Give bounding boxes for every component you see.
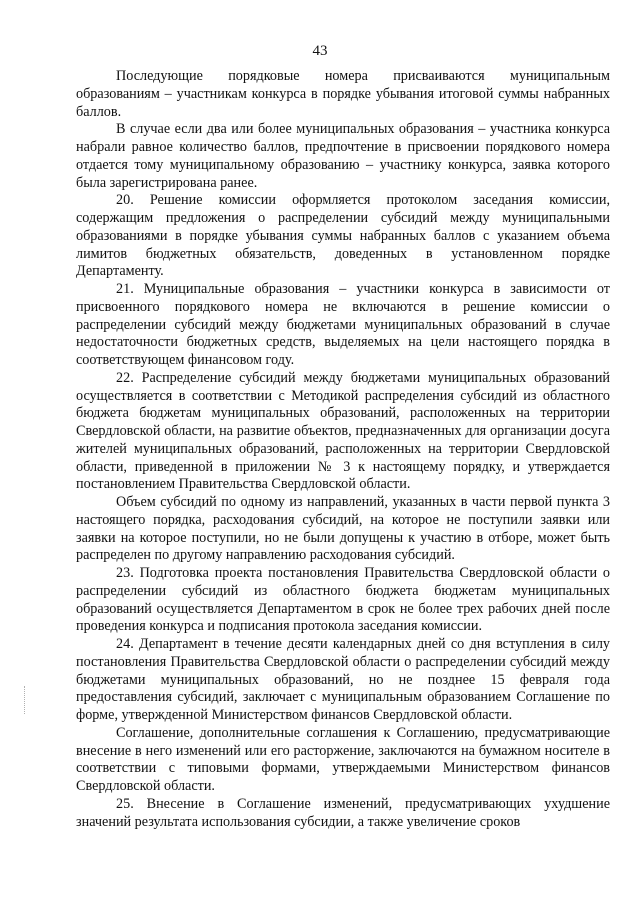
- paragraph-item-21: 21. Муниципальные образования – участники конкурса в зависимости от присвоенного порядкового номера не включаются в решение комиссии о распределении субсидий между бюджетами муниципальных образований в случае недостаточности бюджетных средств, выделяемых на цели настоящего порядка в соответствующем финансовом году.: [76, 281, 610, 368]
- page-number: 43: [312, 43, 328, 59]
- paragraph-item-23: 23. Подготовка проекта постановления Правительства Свердловской области о распределении субсидий из областного бюджета бюджетам муниципальных образований осуществляется Департаментом в срок не более трех рабочих дней после проведения конкурса и подписания протокола заседания комиссии.: [76, 565, 610, 635]
- paragraph-item-22: 22. Распределение субсидий между бюджетами муниципальных образований осуществляется в соответствии с Методикой распределения субсидий из областного бюджета бюджетам муниципальных образований, расположенных на территории Свердловской области, на развитие объектов, предназначенных для организации досуга жителей муниципальных образований, расположенных на территории Свердловской области, приведенной в приложении № 3 к настоящему порядку, и утверждается постановлением Правительства Свердловской области.: [76, 369, 610, 493]
- paragraph-equal-points: В случае если два или более муниципальных образования – участника конкурса набрали равное количество баллов, предпочтение в присвоении порядкового номера отдается тому муниципальному образованию – участнику конкурса, заявка которого была зарегистрирована ранее.: [76, 121, 610, 191]
- paragraph-item-25: 25. Внесение в Соглашение изменений, предусматривающих ухудшение значений результата использования субсидии, а также увеличение сроков: [76, 795, 610, 830]
- paragraph-agreement: Соглашение, дополнительные соглашения к Соглашению, предусматривающие внесение в него изменений или его расторжение, заключаются на бумажном носителе в соответствии с типовыми формами, утверждаемыми Министерством финансов Свердловской области.: [76, 724, 610, 794]
- scan-margin-mark: [24, 686, 26, 714]
- document-body: [76, 68, 610, 831]
- paragraph-item-24: 24. Департамент в течение десяти календарных дней со дня вступления в силу постановления Правительства Свердловской области о распределении субсидий между бюджетами муниципальных образований, но не позднее 15 февраля года предоставления субсидий, заключает с муниципальным образованием Соглашение по форме, утвержденной Министерством финансов Свердловской области.: [76, 636, 610, 723]
- paragraph-subsidy-volume: Объем субсидий по одному из направлений, указанных в части первой пункта 3 настоящего порядка, расходования субсидий, на которое не поступили заявки или заявки на которое поступили, но не были допущены к участию в отборе, может быть распределен по другому направлению расходования субсидий.: [76, 494, 610, 564]
- paragraph-item-20: 20. Решение комиссии оформляется протоколом заседания комиссии, содержащим предложения о распределении субсидий между муниципальными образованиями в порядке убывания суммы набранных баллов с указанием объема лимитов бюджетных обязательств, доведенных в установленном порядке Департаменту.: [76, 192, 610, 280]
- paragraph-ordinal-numbers: Последующие порядковые номера присваиваются муниципальным образованиям – участникам конкурса в порядке убывания итоговой суммы набранных баллов.: [76, 68, 610, 120]
